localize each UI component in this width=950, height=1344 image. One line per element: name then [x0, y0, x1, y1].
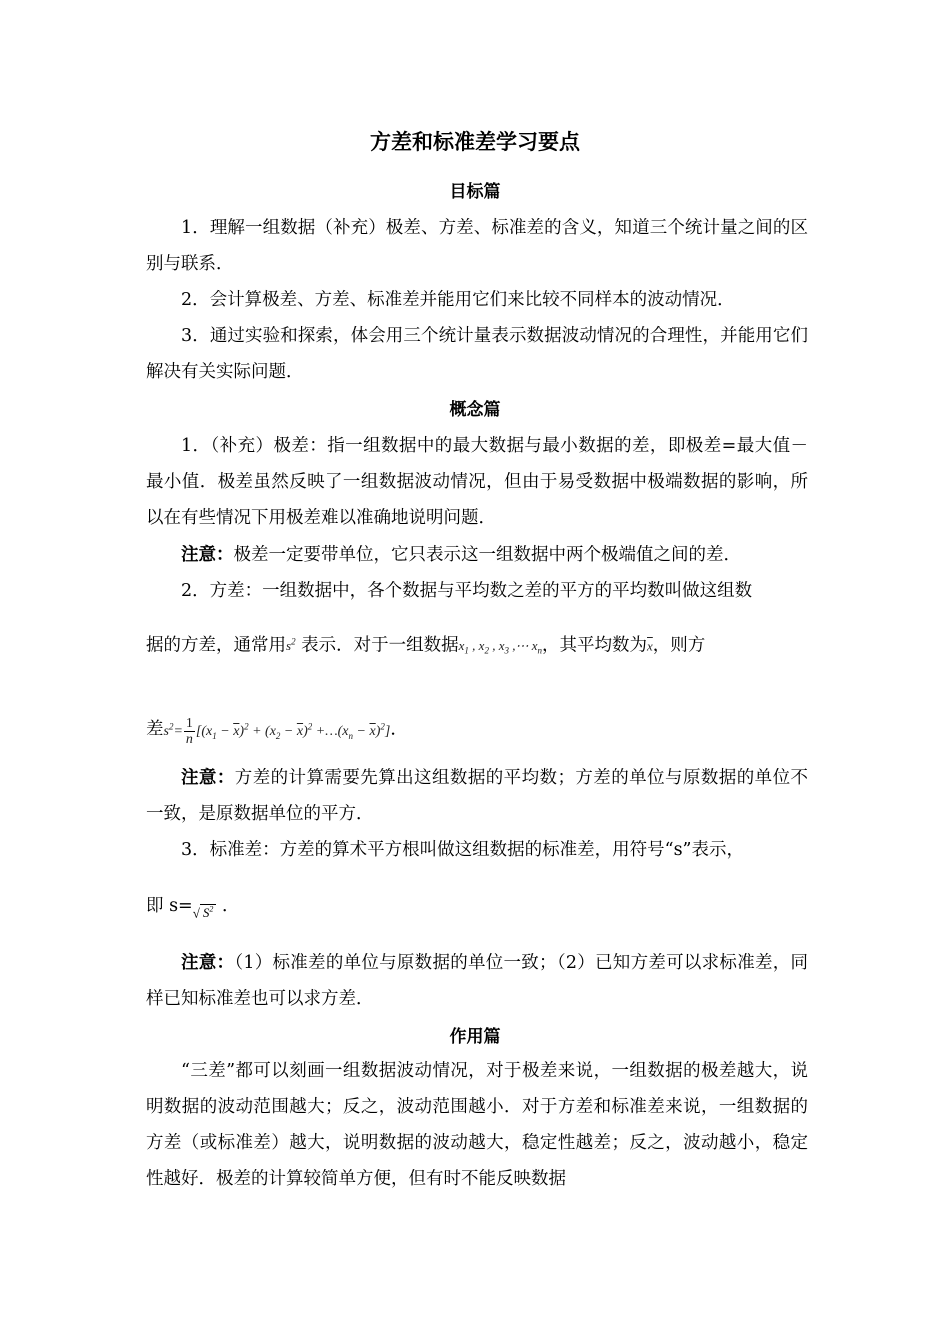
data-sequence-formula: $x_1$ , $x_2$ , $x_3$ ,⋯ $x_n$	[458, 638, 543, 656]
range-note-text: 极差一定要带单位，它只表示这一组数据中两个极端值之间的差．	[233, 545, 741, 565]
document-title: 方差和标准差学习要点	[370, 129, 580, 154]
std-definition-line2: 即 s=√ $S^2$ ．	[146, 892, 808, 927]
std-definition-line1: 3．标准差：方差的算术平方根叫做这组数据的标准差，用符号“s”表示，	[181, 840, 745, 860]
std-formula: √ $S^2$	[193, 896, 217, 927]
variance-definition-line2: 据的方差，通常用$s^2$ 表示．对于一组数据$x_1$ , $x_2$ , $x_3$ ,⋯ $x_n$，其平均数为$\overline{x}$，则方	[146, 635, 706, 656]
goal-item-3: 3．通过实验和探索，体会用三个统计量表示数据波动情况的合理性，并能用它们解决有关实际问题．	[146, 326, 808, 382]
variance-note: 注意：方差的计算需要先算出这组数据的平均数；方差的单位与原数据的单位不一致，是原数据单位的平方．	[146, 768, 808, 824]
variance-formula-line: 差$s^2=$ $\frac{1}{n}$ [$(x_1 - \overline{x})^2 + (x_2 - \overline{x})^2$ $+\dots(x_n - \overline{x})^2$]．	[146, 715, 408, 747]
mean-symbol: $\overline{x}$	[647, 638, 653, 654]
std-note: 注意：（1）标准差的单位与原数据的单位一致；（2）已知方差可以求标准差，同样已知标准差也可以求方差．	[146, 953, 809, 1009]
goal-item-2: 2．会计算极差、方差、标准差并能用它们来比较不同样本的波动情况．	[181, 290, 735, 310]
section-heading-goals: 目标篇	[449, 182, 501, 202]
section-heading-concepts: 概念篇	[449, 400, 501, 420]
variance-definition-line1: 2．方差：一组数据中，各个数据与平均数之差的平方的平均数叫做这组数	[181, 581, 753, 601]
variance-symbol: $s^2$	[286, 637, 296, 654]
range-definition: 1．（补充）极差：指一组数据中的最大数据与最小数据的差，即极差=最大值－最小值．极差虽然反映了一组数据波动情况，但由于易受数据中极端数据的影响，所以在有些情况下用极差难以准确地说明问题．	[146, 436, 808, 528]
note-label: 注意：	[181, 545, 234, 565]
usage-text: “三差”都可以刻画一组数据波动情况，对于极差来说，一组数据的极差越大，说明数据的波动范围越大；反之，波动范围越小．对于方差和标准差来说，一组数据的方差（或标准差）越大，说明数据的波动越大，稳定性越差；反之，波动越小，稳定性越好．极差的计算较简单方便，但有时不能反映数据	[146, 1061, 808, 1189]
goal-item-1: 1．理解一组数据（补充）极差、方差、标准差的含义，知道三个统计量之间的区别与联系．	[146, 218, 808, 274]
section-heading-usage: 作用篇	[449, 1027, 501, 1047]
range-note	[146, 537, 808, 573]
variance-formula: $s^2=$ $\frac{1}{n}$ [$(x_1 - \overline{x})^2 + (x_2 - \overline{x})^2$ $+\dots(x_n - \overline{x})^2$]	[163, 715, 391, 747]
